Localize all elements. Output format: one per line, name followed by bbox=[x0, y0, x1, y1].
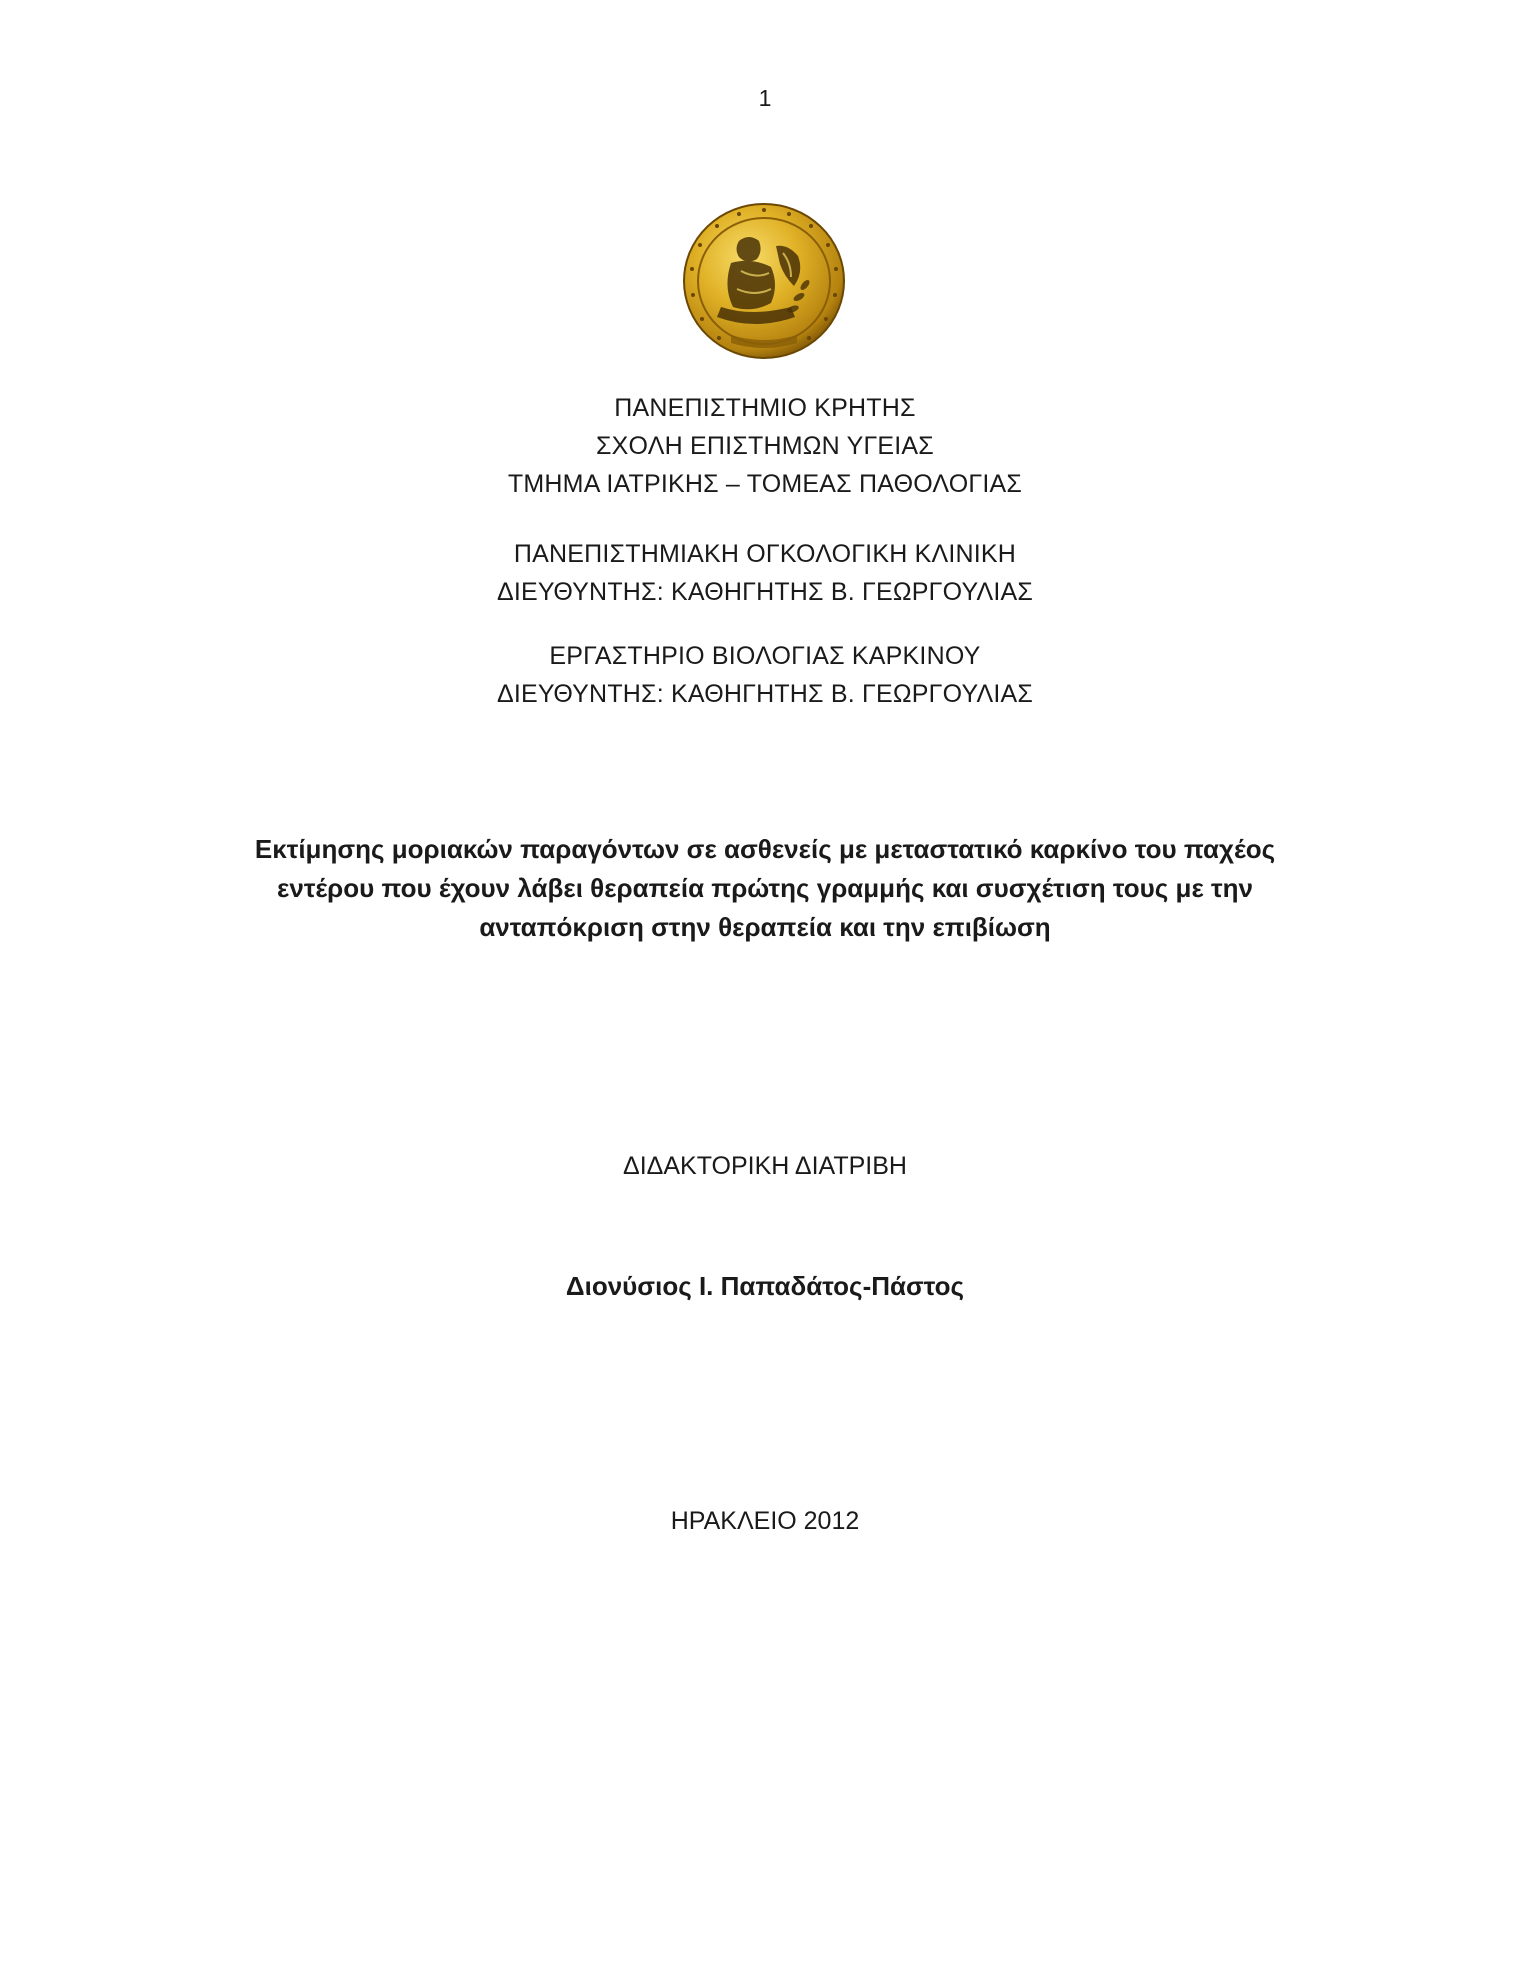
university-seal-icon bbox=[681, 201, 847, 361]
department-name: ΤΜΗΜΑ ΙΑΤΡΙΚΗΣ – ΤΟΜΕΑΣ ΠΑΘΟΛΟΓΙΑΣ bbox=[507, 470, 1023, 498]
university-name: ΠΑΝΕΠΙΣΤΗΜΙΟ ΚΡΗΤΗΣ bbox=[614, 394, 916, 422]
lab-block bbox=[0, 637, 1530, 713]
lab-name: ΕΡΓΑΣΤΗΡΙΟ ΒΙΟΛΟΓΙΑΣ ΚΑΡΚΙΝΟΥ bbox=[549, 642, 981, 670]
clinic-director: ΔΙΕΥΘΥΝΤΗΣ: ΚΑΘΗΓΗΤΗΣ Β. ΓΕΩΡΓΟΥΛΙΑΣ bbox=[496, 578, 1034, 606]
clinic-name: ΠΑΝΕΠΙΣΤΗΜΙΑΚΗ ΟΓΚΟΛΟΓΙΚΗ ΚΛΙΝΙΚΗ bbox=[513, 540, 1017, 568]
institution-block bbox=[0, 389, 1530, 503]
document-type: ΔΙΔΑΚΤΟΡΙΚΗ ΔΙΑΤΡΙΒΗ bbox=[623, 1152, 907, 1180]
lab-director: ΔΙΕΥΘΥΝΤΗΣ: ΚΑΘΗΓΗΤΗΣ Β. ΓΕΩΡΓΟΥΛΙΑΣ bbox=[496, 680, 1034, 708]
school-name: ΣΧΟΛΗ ΕΠΙΣΤΗΜΩΝ ΥΓΕΙΑΣ bbox=[596, 432, 934, 460]
thesis-title-line: Εκτίμησης μοριακών παραγόντων σε ασθενείς με μεταστατικό καρκίνο του παχέος bbox=[254, 834, 1276, 864]
page-number: 1 bbox=[758, 85, 772, 111]
place-and-year: ΗΡΑΚΛΕΙΟ 2012 bbox=[670, 1507, 860, 1535]
thesis-title-line: ανταπόκριση στην θεραπεία και την επιβίωση bbox=[479, 912, 1051, 942]
clinic-block bbox=[0, 535, 1530, 611]
thesis-title-line: εντέρου που έχουν λάβει θεραπεία πρώτης γραμμής και συσχέτιση τους με την bbox=[277, 873, 1253, 903]
author-name: Διονύσιος Ι. Παπαδάτος-Πάστος bbox=[565, 1271, 965, 1301]
thesis-title bbox=[0, 830, 1530, 947]
